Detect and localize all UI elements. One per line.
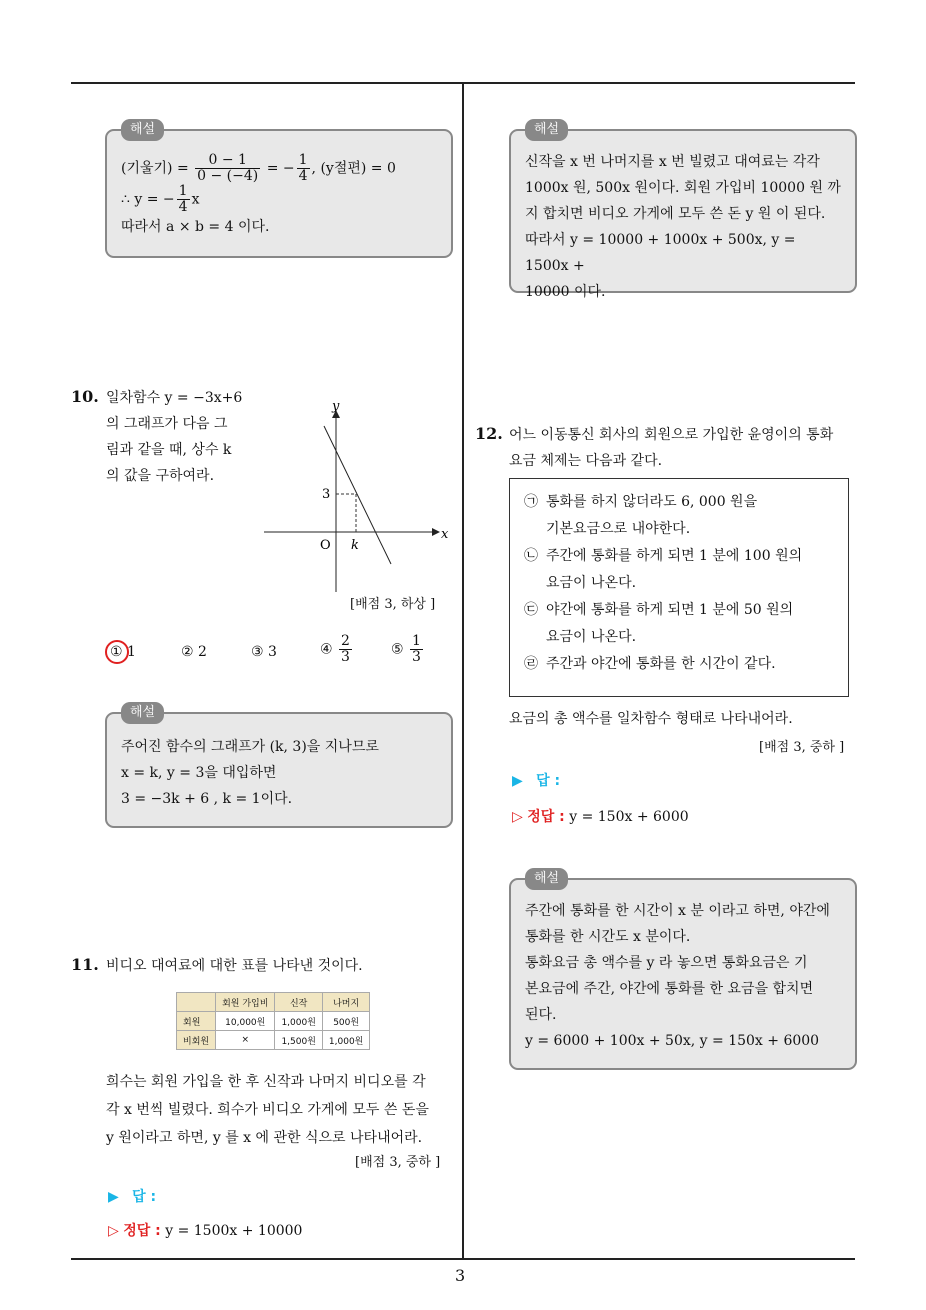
sol9-line2: ∴ y = − $\frac{1}{4}$ x xyxy=(121,183,200,215)
choice-5[interactable]: ⑤ $\frac{1}{3}$ xyxy=(391,633,421,665)
solution-box-q10: 해설 주어진 함수의 그래프가 (k, 3)을 지나므로 x = k, y = 3을 대입하면 3 = −3k + 6 , k = 1이다. xyxy=(105,712,453,828)
slope-value-fraction: $\frac{1}{4}$ xyxy=(298,152,308,184)
choice-2[interactable]: ② 2 xyxy=(181,644,207,660)
q12-answer: ▶ 답 : xyxy=(512,773,561,789)
solution-box-q12: 해설 주간에 통화를 한 시간이 x 분 이라고 하면, 야간에 통화를 한 시간도 x 분이다. 통화요금 총 액수를 y 라 놓으면 통화요금은 기 본요금에 주간, 야간에 통화를 한 요금을 합치면 된다. y = 6000 + 100x + 50x, y = 150x + 6000 xyxy=(509,878,857,1070)
explain-tag: 해설 xyxy=(121,702,164,724)
q12-correct: ▷ 정답 : y = 150x + 6000 xyxy=(512,809,689,825)
answer-triangle-icon: ▶ xyxy=(512,773,523,789)
explain-tag: 해설 xyxy=(525,119,568,141)
origin-label: O xyxy=(320,538,331,553)
answer-triangle-icon: ▶ xyxy=(108,1189,119,1205)
q11-text: 비디오 대여료에 대한 표를 나타낸 것이다. xyxy=(106,958,363,974)
q10-score: [배점 3, 하상 ] xyxy=(350,597,436,612)
x-axis-arrow xyxy=(432,528,440,536)
plan-item-4: ㉣ 주간과 야간에 통화를 한 시간이 같다. xyxy=(524,656,776,672)
three-label: 3 xyxy=(322,487,331,502)
rental-table xyxy=(176,992,370,1050)
q11-number: 11. xyxy=(71,955,99,974)
column-divider xyxy=(462,83,464,1259)
choice-3[interactable]: ③ 3 xyxy=(251,644,277,660)
q11-answer: ▶ 답 : xyxy=(108,1189,157,1205)
explain-tag: 해설 xyxy=(525,868,568,890)
plan-item-3: ㉢ 야간에 통화를 하게 되면 1 분에 50 원의 요금이 나온다. xyxy=(524,602,794,645)
page-number: 3 xyxy=(455,1266,466,1285)
rate-plan-box xyxy=(509,478,849,697)
table-row: 회원 10,000원 1,000원 500원 xyxy=(177,1012,370,1031)
q11-correct: ▷ 정답 : y = 1500x + 10000 xyxy=(108,1223,303,1239)
q11-body: 희수는 회원 가입을 한 후 신작과 나머지 비디오를 각 각 x 번씩 빌렸다. 희수가 비디오 가게에 모두 쓴 돈을 y 원이라고 하면, y 를 x 에 관한 식으로 나타내어라. xyxy=(106,1074,429,1146)
q12-number: 12. xyxy=(475,424,503,443)
bottom-rule xyxy=(71,1258,855,1260)
correct-triangle-icon: ▷ xyxy=(512,809,523,825)
correct-triangle-icon: ▷ xyxy=(108,1223,119,1239)
choice-4[interactable]: ④ $\frac{2}{3}$ xyxy=(320,633,350,665)
q10-graph xyxy=(258,392,458,597)
sol9-line3: 따라서 a × b = 4 이다. xyxy=(121,219,270,235)
q12-text: 어느 이동통신 회사의 회원으로 가입한 윤영이의 통화 요금 체제는 다음과 같다. xyxy=(509,427,834,469)
choice-1[interactable]: ① 1 xyxy=(110,644,136,660)
table-row: 회원 가입비 신작 나머지 xyxy=(177,993,370,1012)
x-label: x xyxy=(441,527,449,542)
plan-item-1: ㉠ 통화를 하지 않더라도 6, 000 원을 기본요금으로 내야한다. xyxy=(524,494,758,537)
plan-item-2: ㉡ 주간에 통화를 하게 되면 1 분에 100 원의 요금이 나온다. xyxy=(524,548,803,591)
q10-number: 10. xyxy=(71,387,99,406)
sol9-line1: (기울기) = $\frac{0 - 1}{0 - (-4)}$ = − $\frac{1}{4}$ , (y절편) = 0 xyxy=(121,152,396,184)
q12-score: [배점 3, 중하 ] xyxy=(759,740,845,755)
solution-box-q9 xyxy=(105,122,453,258)
slope-fraction: $\frac{0 - 1}{0 - (-4)}$ xyxy=(197,152,259,184)
q11-score: [배점 3, 중하 ] xyxy=(355,1155,441,1170)
table-row: 비회원 × 1,500원 1,000원 xyxy=(177,1031,370,1050)
k-label: k xyxy=(351,538,359,553)
explain-tag: 해설 xyxy=(121,119,164,141)
q10-text: 일차함수 y = −3x+6 의 그래프가 다음 그 림과 같을 때, 상수 k 의 값을 구하여라. xyxy=(106,390,243,484)
y-label: y xyxy=(332,399,340,414)
q12-after-text: 요금의 총 액수를 일차함수 형태로 나타내어라. xyxy=(509,711,793,727)
solution-box-q11: 해설 신작을 x 번 나머지를 x 번 빌렸고 대여료는 각각 1000x 원, 500x 원이다. 회원 가입비 10000 원 까 지 합치면 비디오 가게에 모두 쓴 돈 y 원 이 된다. 따라서 y = 10000 + 1000x + 500x, y = 1500x + 10000 이다. xyxy=(509,129,857,293)
